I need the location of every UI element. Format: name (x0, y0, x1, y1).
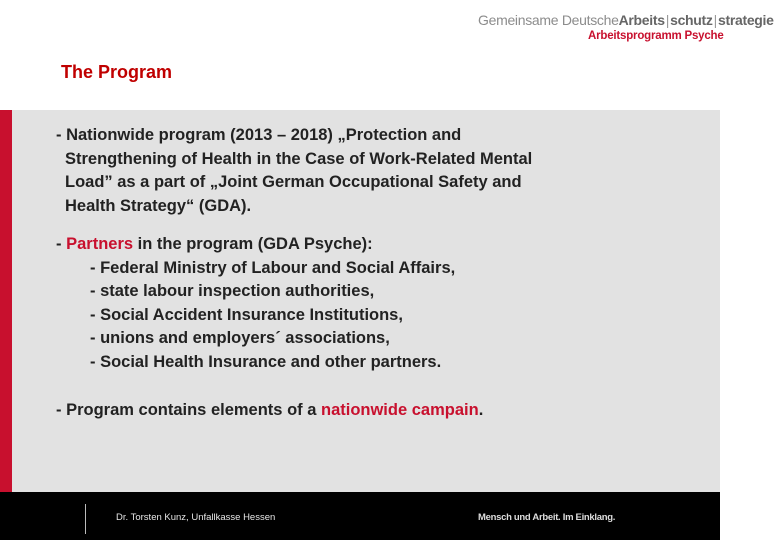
logo-part-3: schutz (670, 12, 713, 28)
accent-bar (0, 110, 12, 492)
paragraph-program (56, 124, 532, 218)
partner-item: - Social Health Insurance and other partners. (90, 352, 442, 371)
paragraph-campaign: - Program contains elements of a nationwide campain. (56, 401, 484, 419)
slide-header (0, 0, 774, 110)
paragraph-program-line-4: Health Strategy“ (GDA). (65, 196, 252, 215)
partners-highlight: Partners (66, 235, 134, 253)
logo-part-1: Gemeinsame Deutsche (478, 12, 619, 28)
paragraph-program-line-3: Load” as a part of „Joint German Occupational Safety and (65, 173, 522, 191)
slide-footer (0, 492, 720, 540)
partners-heading: - Partners in the program (GDA Psyche): (56, 235, 373, 253)
paragraph-partners (56, 233, 455, 374)
footer-divider (85, 504, 86, 534)
campaign-highlight: nationwide campain (320, 401, 479, 419)
logo-subtitle: Arbeitsprogramm Psyche (588, 30, 724, 42)
slide-title: The Program (61, 62, 173, 82)
footer-author: Dr. Torsten Kunz, Unfallkasse Hessen (116, 512, 276, 523)
partner-item: - Federal Ministry of Labour and Social Affairs, (90, 258, 456, 277)
partner-item: - Social Accident Insurance Institutions, (90, 305, 403, 324)
content-area (0, 110, 720, 492)
footer-slogan: Mensch und Arbeit. Im Einklang. (478, 512, 616, 523)
logo-part-4: strategie (717, 12, 774, 28)
partner-item: - unions and employers´ associations, (90, 329, 390, 347)
logo-part-2: Arbeits (618, 12, 665, 28)
partner-item: - state labour inspection authorities, (90, 282, 375, 300)
logo-wordmark: Gemeinsame DeutscheArbeits|schutz|strategie (478, 12, 774, 28)
paragraph-program-line-1: - Nationwide program (2013 – 2018) „Protection and (56, 126, 462, 144)
gda-logo (470, 12, 774, 48)
paragraph-program-line-2: Strengthening of Health in the Case of Work-Related Mental (65, 149, 533, 168)
